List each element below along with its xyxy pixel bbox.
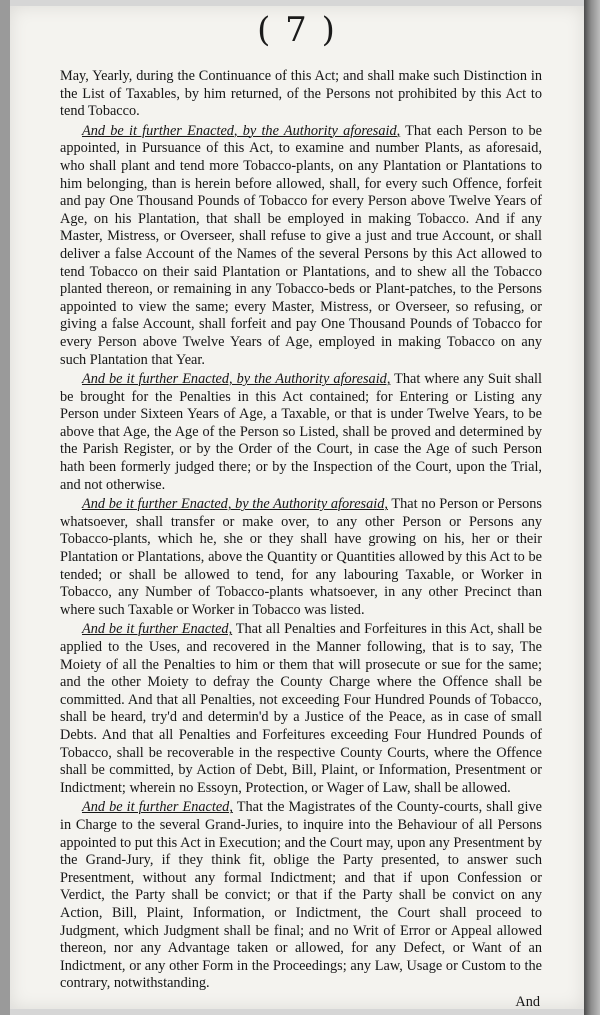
document-page [10,6,584,1009]
paragraph-text: That where any Suit shall be brought for the Penalties in this Act contained; for Entering or Listing any Person under Sixteen Years of Age, a Taxable, or that is under Twelve Years, to be above that Age, the Age of the Person so Listed, shall be proved and determined by the Parish Register, or by the Order of the Court, in case the Age of such Person hath been formerly judged there; or by the Inspection of the Court, upon the Trial, and not otherwise. [60,371,542,493]
paragraph-text: That all Penalties and Forfeitures in this Act, shall be applied to the Uses, and recovered in the Manner following, that is to say, The Moiety of all the Penalties to him or them that will prosecute or sue for the same; and the other Moiety to defray the County Charge where the Offence shall be committed. And that all Penalties, not exceeding Four Hundred Pounds of Tobacco, shall be heard, try'd and determin'd by a Justice of the Peace, as in case of small Debts. And that all Penalties and Forfeitures exceeding Four Hundred Pounds of Tobacco, shall be recoverable in the respective County Courts, where the Offence shall be committed, by Action of Debt, Bill, Plaint, or Information, Presentment or Indictment; wherein no Essoyn, Protection, or Wager of Law, shall be allowed. [60,621,542,796]
body-text [60,68,542,995]
paragraph-intro: And be it further Enacted, by the Authority aforesaid, [82,122,401,139]
catchword: And [515,994,540,1009]
paragraph-1 [60,68,542,121]
scan-right-margin [584,0,600,1015]
paragraph-text: That each Person to be appointed, in Pursuance of this Act, to examine and number Plants, as aforesaid, who shall plant and tend more Tobacco-plants, on any Plantation or Plantations to him belonging, than is herein before allowed, shall, for every such Offence, forfeit and pay One Thousand Pounds of Tobacco for every Person above Twelve Years of Age, on his Plantation, that shall be employed in making Tobacco. And if any Master, Mistress, or Overseer, shall refuse to give a just and true Account, or shall deliver a false Account of the Names of the several Persons by this Act allowed to tend Tobacco on their said Plantation or Plantations, and to shew all the Tobacco planted thereon, or remaining in any Tobacco-beds or Plant-patches, to the Persons appointed to view the same; every Master, Mistress, or Overseer, so refusing, or giving a false Account, shall forfeit and pay One Thousand Pounds of Tobacco for every Person above Twelve Years of Age, employed in making Tobacco on any such Plantation that Year. [60,122,542,368]
paragraph-intro: And be it further Enacted, [82,799,233,816]
paragraph-intro: And be it further Enacted, [82,621,233,638]
paragraph-2 [60,123,542,369]
paragraph-intro: And be it further Enacted, by the Authority aforesaid, [82,371,391,388]
paragraph-text: That no Person or Persons whatsoever, shall transfer or make over, to any other Person or Persons any Tobacco-plants, which he, she or they shall have growing on his, her or their Plantation or Plantations, above the Quantity or Quantities allowed by this Act to be tended; or shall be allowed to tend, for any labouring Taxable, or Worker in Tobacco, any Number of Tobacco-plants whatsoever, in any other Precinct than where such Taxable or Worker in Tobacco was listed. [60,496,542,618]
paragraph-4 [60,496,542,619]
paragraph-text: May, Yearly, during the Continuance of this Act; and shall make such Distinction in the List of Taxables, by him returned, of the Persons not prohibited by this Act to tend Tobacco. [60,68,542,120]
paragraph-5 [60,621,542,797]
paragraph-intro: And be it further Enacted, by the Authority aforesaid, [82,496,388,513]
paragraph-6 [60,799,542,993]
paragraph-3 [60,371,542,494]
paragraph-text: That the Magistrates of the County-courts, shall give in Charge to the several Grand-Juries, to inquire into the Behaviour of all Persons appointed to put this Act in Execution; and the Court may, upon any Presentment by the Grand-Jury, if they think fit, oblige the Party presented, to answer such Presentment, without any formal Indictment; and that if upon Confession or Verdict, the Party shall be convict; or that if the Party shall be convict on any Action, Bill, Plaint, Information, or Indictment, the Court shall proceed to Judgment, which Judgment shall be final; and no Writ of Error or Appeal allowed thereon, nor any Advantage taken or allowed, for any Defect, or Want of an Indictment, or any other Form in the Proceedings; any Law, Usage or Custom to the contrary, notwithstanding. [60,799,542,992]
page-number: ( 7 ) [257,10,337,50]
scan-left-margin [0,0,10,1015]
